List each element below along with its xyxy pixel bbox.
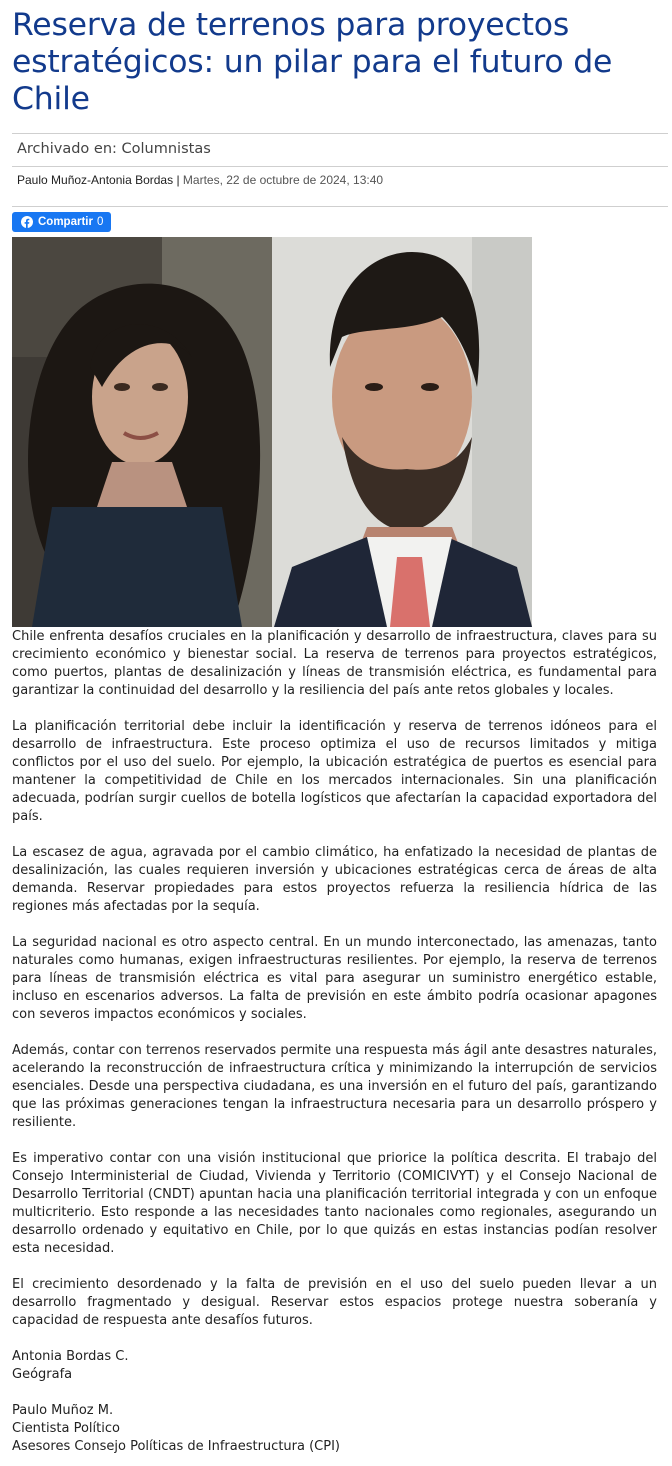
author-names[interactable]: Paulo Muñoz-Antonia Bordas: [17, 173, 174, 187]
paragraph: La planificación territorial debe incluir la identificación y reserva de terrenos idóneos para el desarrollo de infraestructura. Este proceso optimiza el uso de recursos limitados y mitiga conflictos por el uso del suelo. Por ejemplo, la ubicación estratégica de puertos es esencial para mantener la competitividad de Chile en los mercados internacionales. Sin una planificación adecuada, podrían surgir cuellos de botella logísticos que afectarían la capacidad exportadora del país.: [12, 719, 657, 824]
signature-block-2: [12, 1402, 657, 1456]
category-bar: [12, 133, 668, 167]
author-photo-image: [12, 237, 532, 627]
byline-divider: [12, 206, 668, 207]
signature-role: Cientista Político: [12, 1421, 120, 1436]
signature-role: Geógrafa: [12, 1367, 73, 1382]
facebook-share-button[interactable]: [12, 212, 111, 232]
article-title: Reserva de terrenos para proyectos estratégicos: un pilar para el futuro de Chile: [12, 7, 613, 117]
signature-block-1: [12, 1348, 657, 1384]
paragraph: El crecimiento desordenado y la falta de previsión en el uso del suelo pueden llevar a un desarrollo fragmentado y desigual. Reservar estos espacios protege nuestra soberanía y capacidad de respuesta ante desafíos futuros.: [12, 1277, 657, 1328]
author-photo: [12, 237, 532, 627]
signature-org: Asesores Consejo Políticas de Infraestructura (CPI): [12, 1439, 340, 1454]
paragraph: Además, contar con terrenos reservados permite una respuesta más ágil ante desastres naturales, acelerando la reconstrucción de infraestructura crítica y minimizando la interrupción de servicios esenciales. Desde una perspectiva ciudadana, es una inversión en el futuro del país, garantizando que las próximas generaciones tengan la infraestructura necesaria para un desarrollo próspero y resiliente.: [12, 1043, 657, 1130]
signature-name: Paulo Muñoz M.: [12, 1403, 114, 1418]
share-label: Compartir: [38, 216, 93, 228]
facebook-icon: [21, 216, 33, 228]
article-body: [12, 628, 657, 1456]
paragraph: Es imperativo contar con una visión institucional que priorice la política descrita. El trabajo del Consejo Interministerial de Ciudad, Vivienda y Territorio (COMICIVYT) y el Consejo Nacional de Desarrollo Territorial (CNDT) apuntan hacia una planificación territorial integrada y con un enfoque multicriterio. Esto responde a las necesidades tanto nacionales como regionales, asegurando un desarrollo ordenado y equitativo en Chile, por lo que quizás en estas instancias podían resolver esta necesidad.: [12, 1151, 657, 1256]
signature-name: Antonia Bordas C.: [12, 1349, 129, 1364]
category-prefix: Archivado en:: [17, 141, 117, 157]
publish-date: Martes, 22 de octubre de 2024, 13:40: [182, 173, 384, 187]
byline-separator: |: [176, 173, 180, 187]
share-count: 0: [96, 216, 104, 228]
paragraph: Chile enfrenta desafíos cruciales en la planificación y desarrollo de infraestructura, claves para su crecimiento económico y bienestar social. La reserva de terrenos para proyectos estratégicos, como puertos, plantas de desalinización y líneas de transmisión eléctrica, es fundamental para garantizar la continuidad del desarrollo y la resiliencia del país ante retos globales y locales.: [12, 629, 657, 698]
byline: [17, 173, 383, 187]
category-link[interactable]: Columnistas: [121, 141, 211, 157]
paragraph: La escasez de agua, agravada por el cambio climático, ha enfatizado la necesidad de plantas de desalinización, las cuales requieren inversión y ubicaciones estratégicas cerca de áreas de alta demanda. Reservar propiedades para estos proyectos refuerza la resiliencia hídrica de las regiones más afectadas por la sequía.: [12, 845, 657, 914]
paragraph: La seguridad nacional es otro aspecto central. En un mundo interconectado, las amenazas, tanto naturales como humanas, exigen infraestructuras resilientes. Por ejemplo, la reserva de terrenos para líneas de transmisión eléctrica es vital para asegurar un suministro energético estable, incluso en escenarios adversos. La falta de previsión en este ámbito podría ocasionar apagones con severos impactos económicos y sociales.: [12, 935, 657, 1022]
